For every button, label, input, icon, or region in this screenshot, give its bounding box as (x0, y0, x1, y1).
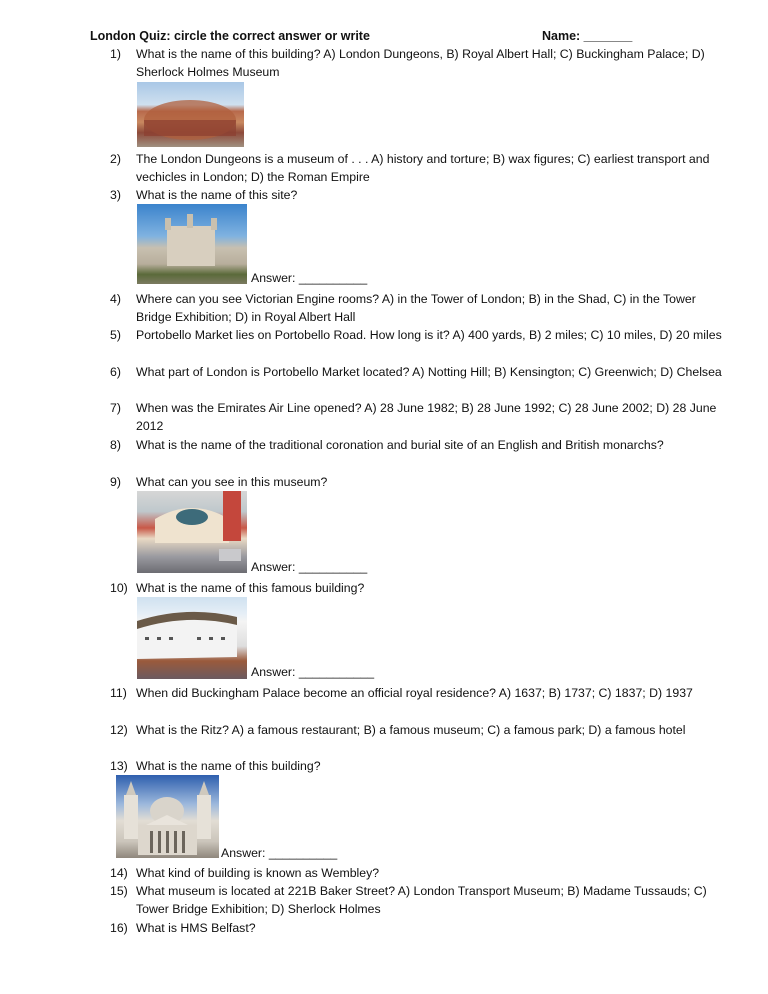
question-text: What is the name of this famous building? (136, 581, 365, 595)
question-1 (110, 45, 730, 82)
question-number: 11) (110, 686, 127, 700)
question-number: 13) (110, 759, 128, 773)
question-number: 1) (110, 47, 121, 61)
question-5 (110, 326, 730, 344)
question-text: What kind of building is known as Wembley? (136, 866, 380, 880)
answer-blank-10[interactable]: Answer: ___________ (251, 665, 375, 679)
question-number: 5) (110, 328, 121, 342)
question-number: 9) (110, 475, 121, 489)
question-text: What is the name of this building? (136, 759, 321, 773)
answer-blank-13[interactable]: Answer: __________ (221, 846, 338, 860)
question-number: 6) (110, 365, 121, 379)
name-field[interactable]: Name: _______ (542, 29, 633, 43)
question-text: What is the name of this site? (136, 188, 298, 202)
question-number: 2) (110, 152, 121, 166)
question-text: What is the name of this building? A) London Dungeons, B) Royal Albert Hall; C) Buckingham Palace; D) Sherlock Holmes Museum (136, 47, 705, 80)
question-text: What part of London is Portobello Market located? A) Notting Hill; B) Kensington; C) Greenwich; D) Chelsea (136, 365, 722, 379)
question-number: 12) (110, 723, 128, 737)
question-number: 16) (110, 921, 128, 935)
question-number: 8) (110, 438, 121, 452)
question-number: 4) (110, 292, 121, 306)
question-text: What museum is located at 221B Baker Street? A) London Transport Museum; B) Madame Tussauds; C) Tower Bridge Exhibition; D) Sherlock Holmes (136, 884, 707, 917)
question-text: The London Dungeons is a museum of . . . A) history and torture; B) wax figures; C) earliest transport and vechicles in London; D) the Roman Empire (136, 152, 710, 185)
question-12 (110, 721, 730, 739)
question-number: 15) (110, 884, 128, 898)
question-4 (110, 290, 730, 327)
question-6 (110, 363, 730, 381)
st-pauls-cathedral-photo (116, 775, 219, 858)
question-text: Where can you see Victorian Engine rooms? A) in the Tower of London; B) in the Shad, C) in the Tower Bridge Exhibition; D) in Royal Albert Hall (136, 292, 696, 325)
question-13 (110, 757, 730, 775)
question-text: When was the Emirates Air Line opened? A) 28 June 1982; B) 28 June 1992; C) 28 June 2002; D) 28 June 2012 (136, 401, 717, 434)
question-number: 7) (110, 401, 121, 415)
question-9 (110, 473, 730, 491)
question-3 (110, 186, 730, 204)
quiz-header (90, 29, 650, 43)
answer-blank-9[interactable]: Answer: __________ (251, 560, 368, 574)
question-8 (110, 436, 730, 454)
question-number: 14) (110, 866, 128, 880)
question-14 (110, 864, 730, 882)
question-11 (110, 684, 730, 702)
answer-blank-3[interactable]: Answer: __________ (251, 271, 368, 285)
royal-albert-hall-photo (137, 82, 244, 147)
question-number: 3) (110, 188, 121, 202)
question-text: What is HMS Belfast? (136, 921, 256, 935)
question-7 (110, 399, 730, 436)
question-16 (110, 919, 730, 937)
question-2 (110, 150, 730, 187)
question-text: Portobello Market lies on Portobello Road. How long is it? A) 400 yards, B) 2 miles; C) 10 miles, D) 20 miles (136, 328, 722, 342)
museum-photo (137, 491, 247, 573)
question-text: What is the Ritz? A) a famous restaurant; B) a famous museum; C) a famous park; D) a famous hotel (136, 723, 686, 737)
question-text: What can you see in this museum? (136, 475, 328, 489)
tower-of-london-photo (137, 204, 247, 284)
question-number: 10) (110, 581, 128, 595)
globe-theatre-photo (137, 597, 247, 679)
question-text: When did Buckingham Palace become an official royal residence? A) 1637; B) 1737; C) 1837; D) 1937 (136, 686, 693, 700)
question-15 (110, 882, 730, 919)
quiz-title: London Quiz: circle the correct answer or write (90, 29, 370, 43)
question-10 (110, 579, 730, 597)
question-text: What is the name of the traditional coronation and burial site of an English and British monarchs? (136, 438, 664, 452)
